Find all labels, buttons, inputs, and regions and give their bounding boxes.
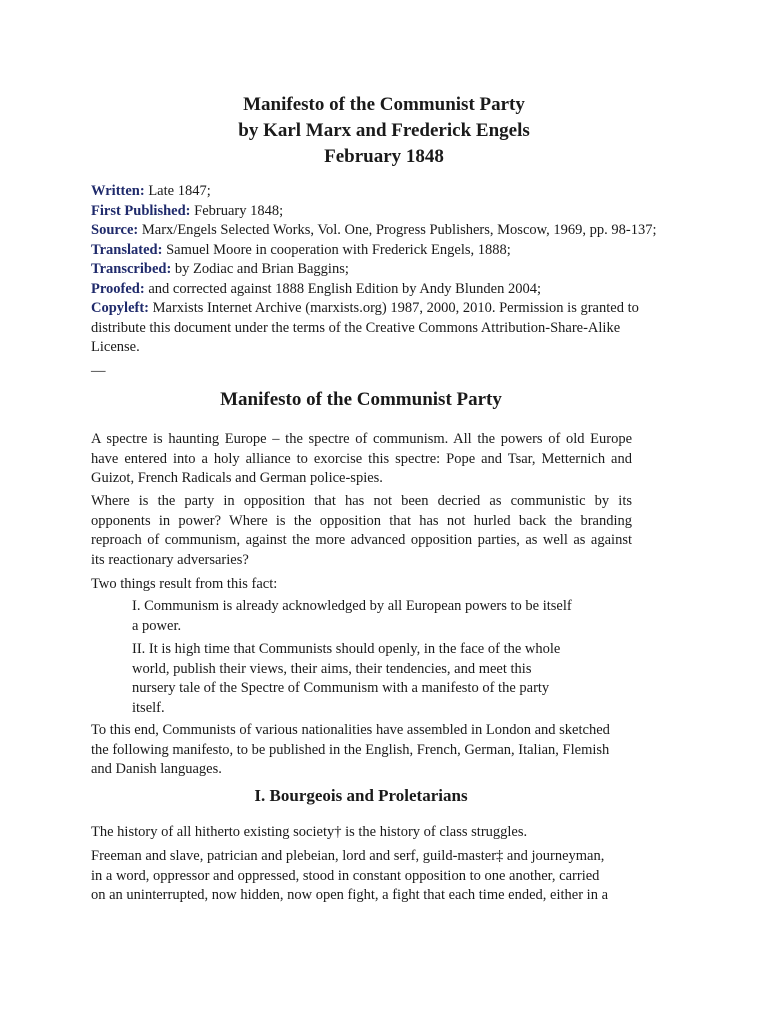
title-block bbox=[0, 92, 768, 170]
document-authors: by Karl Marx and Frederick Engels bbox=[238, 120, 530, 141]
text-line: Two things result from this fact: bbox=[91, 576, 278, 592]
meta-value: and corrected against 1888 English Edition by Andy Blunden 2004; bbox=[148, 280, 541, 297]
paragraph-this-end bbox=[91, 721, 610, 780]
meta-label: First Published: bbox=[91, 202, 191, 219]
meta-proofed bbox=[91, 280, 691, 300]
meta-value: Marxists Internet Archive (marxists.org) 1987, 2000, 2010. Permission is granted to bbox=[152, 300, 639, 316]
text-line: A spectre is haunting Europe – the spectre of communism. All the powers of old Europe bbox=[91, 431, 632, 447]
document-date: February 1848 bbox=[324, 146, 444, 167]
meta-first-published bbox=[91, 202, 691, 222]
text-line: have entered into a holy alliance to exorcise this spectre: Pope and Tsar, Metternich and bbox=[91, 450, 632, 467]
text-line: The history of all hitherto existing society† is the history of class struggles. bbox=[91, 824, 528, 840]
meta-value: February 1848; bbox=[194, 202, 284, 219]
meta-label: Written: bbox=[91, 183, 145, 199]
meta-copyleft-continued: License. bbox=[91, 339, 140, 355]
paragraph-spectre bbox=[91, 430, 632, 489]
separator-dash: — bbox=[91, 363, 106, 379]
meta-written bbox=[91, 182, 691, 202]
paragraph-opposition bbox=[91, 492, 632, 570]
text-line: To this end, Communists of various nationalities have assembled in London and sketched bbox=[91, 722, 610, 738]
text-line: Guizot, French Radicals and German police-spies. bbox=[91, 470, 383, 486]
section-heading: I. Bourgeois and Proletarians bbox=[254, 786, 468, 805]
paragraph-two-things bbox=[91, 575, 277, 595]
text-line: on an uninterrupted, now hidden, now open fight, a fight that each time ended, either in a bbox=[91, 887, 609, 903]
publication-metadata bbox=[91, 182, 691, 358]
meta-translated bbox=[91, 241, 691, 261]
paragraph-history bbox=[91, 823, 527, 843]
text-line: reproach of communism, against the more advanced opposition parties, as well as against bbox=[91, 532, 632, 548]
meta-copyleft bbox=[91, 299, 691, 319]
point-one bbox=[132, 597, 572, 636]
text-line: Freeman and slave, patrician and plebeian, lord and serf, guild-master‡ and journeyman, bbox=[91, 848, 605, 864]
text-line: and Danish languages. bbox=[91, 761, 222, 777]
meta-label: Translated: bbox=[91, 241, 163, 258]
text-line: a power. bbox=[132, 617, 182, 634]
meta-transcribed bbox=[91, 260, 691, 280]
meta-value: Late 1847; bbox=[148, 183, 211, 199]
meta-copyleft-continued: distribute this document under the terms of the Creative Commons Attribution-Share-Alike bbox=[91, 319, 621, 336]
document-title: Manifesto of the Communist Party bbox=[243, 94, 525, 115]
paragraph-freeman bbox=[91, 847, 608, 906]
text-line: Where is the party in opposition that has not been decried as communistic by its bbox=[91, 493, 632, 509]
text-line: world, publish their views, their aims, their tendencies, and meet this bbox=[132, 660, 532, 677]
meta-label: Proofed: bbox=[91, 280, 145, 297]
text-line: itself. bbox=[132, 699, 165, 716]
meta-value: Marx/Engels Selected Works, Vol. One, Progress Publishers, Moscow, 1969, pp. 98-137; bbox=[141, 222, 657, 238]
meta-source bbox=[91, 221, 691, 241]
meta-value: by Zodiac and Brian Baggins; bbox=[174, 261, 349, 277]
text-line: II. It is high time that Communists should openly, in the face of the whole bbox=[132, 641, 561, 657]
meta-label: Copyleft: bbox=[91, 300, 149, 316]
text-line: nursery tale of the Spectre of Communism with a manifesto of the party bbox=[132, 680, 550, 696]
text-line: I. Communism is already acknowledged by all European powers to be itself bbox=[132, 598, 572, 614]
main-heading: Manifesto of the Communist Party bbox=[220, 389, 502, 410]
point-two bbox=[132, 640, 560, 718]
meta-label: Source: bbox=[91, 222, 139, 238]
meta-label: Transcribed: bbox=[91, 261, 172, 277]
meta-value: Samuel Moore in cooperation with Frederick Engels, 1888; bbox=[166, 241, 511, 258]
text-line: the following manifesto, to be published in the English, French, German, Italian, Flemish bbox=[91, 741, 610, 758]
text-line: its reactionary adversaries? bbox=[91, 551, 249, 568]
text-line: in a word, oppressor and oppressed, stood in constant opposition to one another, carried bbox=[91, 867, 600, 884]
text-line: opponents in power? Where is the opposition that has not hurled back the branding bbox=[91, 512, 632, 529]
